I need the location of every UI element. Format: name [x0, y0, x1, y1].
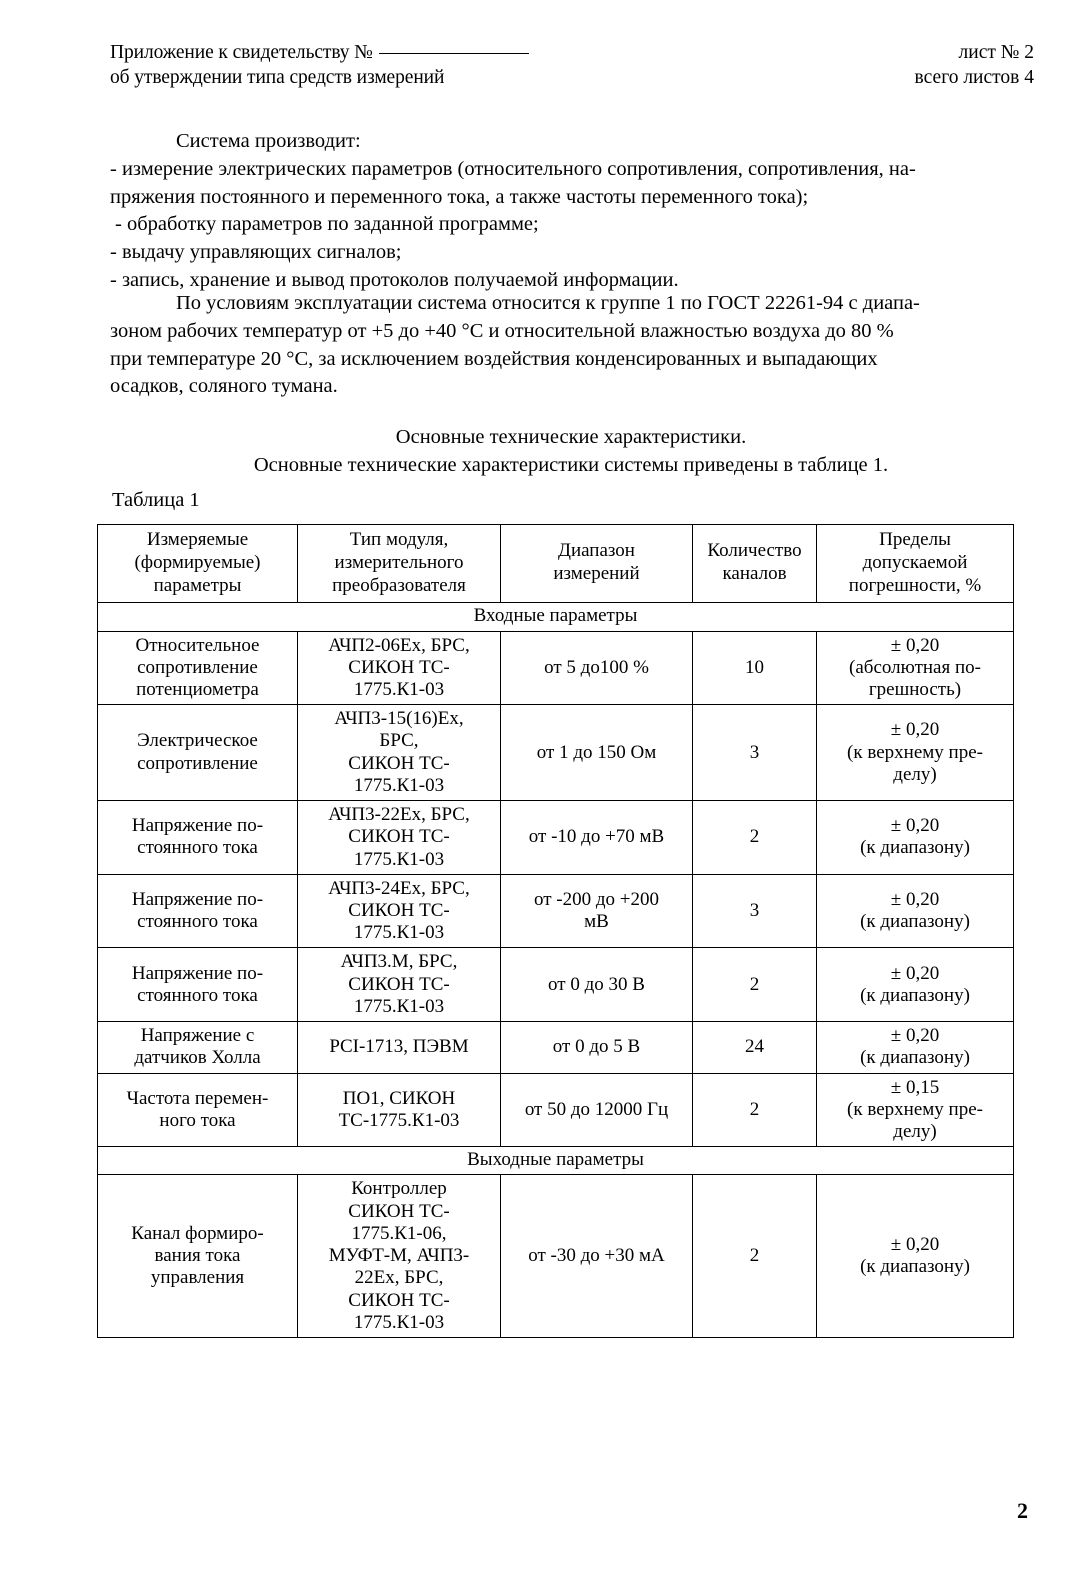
row-module: PCI-1713, ПЭВМ — [298, 1022, 501, 1073]
table-row — [98, 948, 1014, 1022]
operating-line-4: осадков, соляного тумана. — [110, 375, 338, 398]
column-header-range-line-1: Диапазон — [558, 540, 635, 562]
row-channels: 2 — [693, 801, 817, 875]
column-header-module-line-2: измерительного — [334, 551, 464, 573]
column-header-parameter-line-2: (формируемые) — [134, 551, 261, 573]
row-range: от -200 до +200 мВ — [501, 874, 693, 948]
table-row — [98, 705, 1014, 801]
row-range: от 0 до 5 В — [501, 1022, 693, 1073]
operating-line-2: зоном рабочих температур от +5 до +40 °С и относительной влажностью воздуха до 80 % — [110, 319, 894, 342]
header-right-block — [915, 40, 1034, 91]
section-band-output-label: Выходные параметры — [98, 1147, 1014, 1175]
column-header-range-line-2: измерений — [553, 563, 640, 585]
specs-subtitle: Основные технические характеристики системы приведены в таблице 1. — [253, 453, 889, 476]
row-error: ± 0,20 (абсолютная по- грешность) — [817, 631, 1014, 705]
column-header-channels-line-2: каналов — [722, 563, 787, 585]
section-band-input — [98, 603, 1014, 631]
row-parameter: Напряжение по- стоянного тока — [98, 874, 298, 948]
column-header-channels — [693, 525, 817, 603]
sheet-number: лист № 2 — [958, 42, 1034, 63]
operating-conditions-section — [110, 290, 1032, 401]
table-row — [98, 874, 1014, 948]
certificate-reference-label: Приложение к свидетельству № — [110, 42, 373, 63]
row-range: от 0 до 30 В — [501, 948, 693, 1022]
row-channels: 24 — [693, 1022, 817, 1073]
row-module: АЧП3-15(16)Ех, БРС, СИКОН ТС- 1775.К1-03 — [298, 705, 501, 801]
table-row — [98, 1022, 1014, 1073]
row-parameter: Электрическое сопротивление — [98, 705, 298, 801]
operating-line-3: при температуре 20 °С, за исключением воздействия конденсированных и выпадающих — [110, 347, 878, 370]
row-error: ± 0,20 (к диапазону) — [817, 948, 1014, 1022]
column-header-module — [298, 525, 501, 603]
certificate-reference-line — [110, 40, 529, 65]
column-header-module-line-3: преобразователя — [332, 574, 466, 596]
header-left-block — [110, 40, 529, 91]
row-range: от 5 до100 % — [501, 631, 693, 705]
column-header-error-line-3: погрешности, % — [848, 574, 982, 596]
row-module: АЧП3-22Ех, БРС, СИКОН ТС- 1775.К1-03 — [298, 801, 501, 875]
intro-item-1-line-2: пряжения постоянного и переменного тока, а также частоты переменного тока); — [110, 185, 809, 208]
specs-title: Основные технические характеристики. — [395, 426, 747, 448]
section-band-output — [98, 1147, 1014, 1175]
row-parameter: Напряжение по- стоянного тока — [98, 948, 298, 1022]
column-header-parameter — [98, 525, 298, 603]
intro-section — [110, 128, 1032, 295]
row-parameter: Относительное сопротивление потенциометра — [98, 631, 298, 705]
row-parameter: Канал формиро- вания тока управления — [98, 1175, 298, 1338]
row-channels: 3 — [693, 705, 817, 801]
row-error: ± 0,20 (к диапазону) — [817, 874, 1014, 948]
table-row — [98, 1073, 1014, 1147]
specifications-table — [97, 524, 1014, 1338]
column-header-parameter-line-3: параметры — [153, 574, 242, 596]
column-header-error-line-1: Пределы — [879, 529, 951, 550]
row-error: ± 0,15 (к верхнему пре- делу) — [817, 1073, 1014, 1147]
row-range: от 50 до 12000 Гц — [501, 1073, 693, 1147]
column-header-error-line-2: допускаемой — [862, 551, 968, 573]
row-module: ПО1, СИКОН ТС-1775.К1-03 — [298, 1073, 501, 1147]
table-header-row — [98, 525, 1014, 603]
operating-line-1: По условиям эксплуатации система относится к группе 1 по ГОСТ 22261-94 с диапа- — [176, 292, 920, 314]
table-row — [98, 631, 1014, 705]
column-header-parameter-line-1: Измеряемые — [146, 529, 249, 550]
row-channels: 3 — [693, 874, 817, 948]
intro-item-2: - обработку параметров по заданной программе; — [115, 213, 539, 236]
row-error: ± 0,20 (к диапазону) — [817, 801, 1014, 875]
row-error: ± 0,20 (к диапазону) — [817, 1175, 1014, 1338]
specs-headings — [110, 424, 1032, 480]
row-parameter: Напряжение с датчиков Холла — [98, 1022, 298, 1073]
section-band-input-label: Входные параметры — [98, 603, 1014, 631]
total-sheets: всего листов 4 — [914, 67, 1034, 89]
intro-item-4: - запись, хранение и вывод протоколов получаемой информации. — [110, 268, 679, 291]
row-range: от 1 до 150 Ом — [501, 705, 693, 801]
row-parameter: Напряжение по- стоянного тока — [98, 801, 298, 875]
table-caption: Таблица 1 — [112, 489, 200, 511]
row-module: АЧП3.М, БРС, СИКОН ТС- 1775.К1-03 — [298, 948, 501, 1022]
document-header — [110, 40, 1034, 91]
page-number: 2 — [1017, 1498, 1028, 1523]
column-header-module-line-1: Тип модуля, — [349, 529, 449, 550]
row-channels: 10 — [693, 631, 817, 705]
row-error: ± 0,20 (к верхнему пре- делу) — [817, 705, 1014, 801]
intro-item-3: - выдачу управляющих сигналов; — [110, 241, 402, 264]
certificate-number-blank — [379, 53, 529, 54]
intro-lead-line: Система производит: — [176, 130, 361, 152]
column-header-range — [501, 525, 693, 603]
certificate-subtitle: об утверждении типа средств измерений — [110, 67, 445, 89]
row-error: ± 0,20 (к диапазону) — [817, 1022, 1014, 1073]
row-range: от -30 до +30 мА — [501, 1175, 693, 1338]
row-module: Контроллер СИКОН ТС- 1775.К1-06, МУФТ-М, АЧП3- 22Ех, БРС, СИКОН ТС- 1775.К1-03 — [298, 1175, 501, 1338]
row-parameter: Частота перемен- ного тока — [98, 1073, 298, 1147]
row-module: АЧП3-24Ех, БРС, СИКОН ТС- 1775.К1-03 — [298, 874, 501, 948]
row-channels: 2 — [693, 1073, 817, 1147]
column-header-channels-line-1: Количество — [707, 540, 802, 562]
row-module: АЧП2-06Ех, БРС, СИКОН ТС- 1775.К1-03 — [298, 631, 501, 705]
intro-item-1-line-1: - измерение электрических параметров (относительного сопротивления, сопротивления, на- — [110, 157, 916, 180]
row-channels: 2 — [693, 1175, 817, 1338]
table-row — [98, 1175, 1014, 1338]
row-channels: 2 — [693, 948, 817, 1022]
table-row — [98, 801, 1014, 875]
row-range: от -10 до +70 мВ — [501, 801, 693, 875]
column-header-error — [817, 525, 1014, 603]
